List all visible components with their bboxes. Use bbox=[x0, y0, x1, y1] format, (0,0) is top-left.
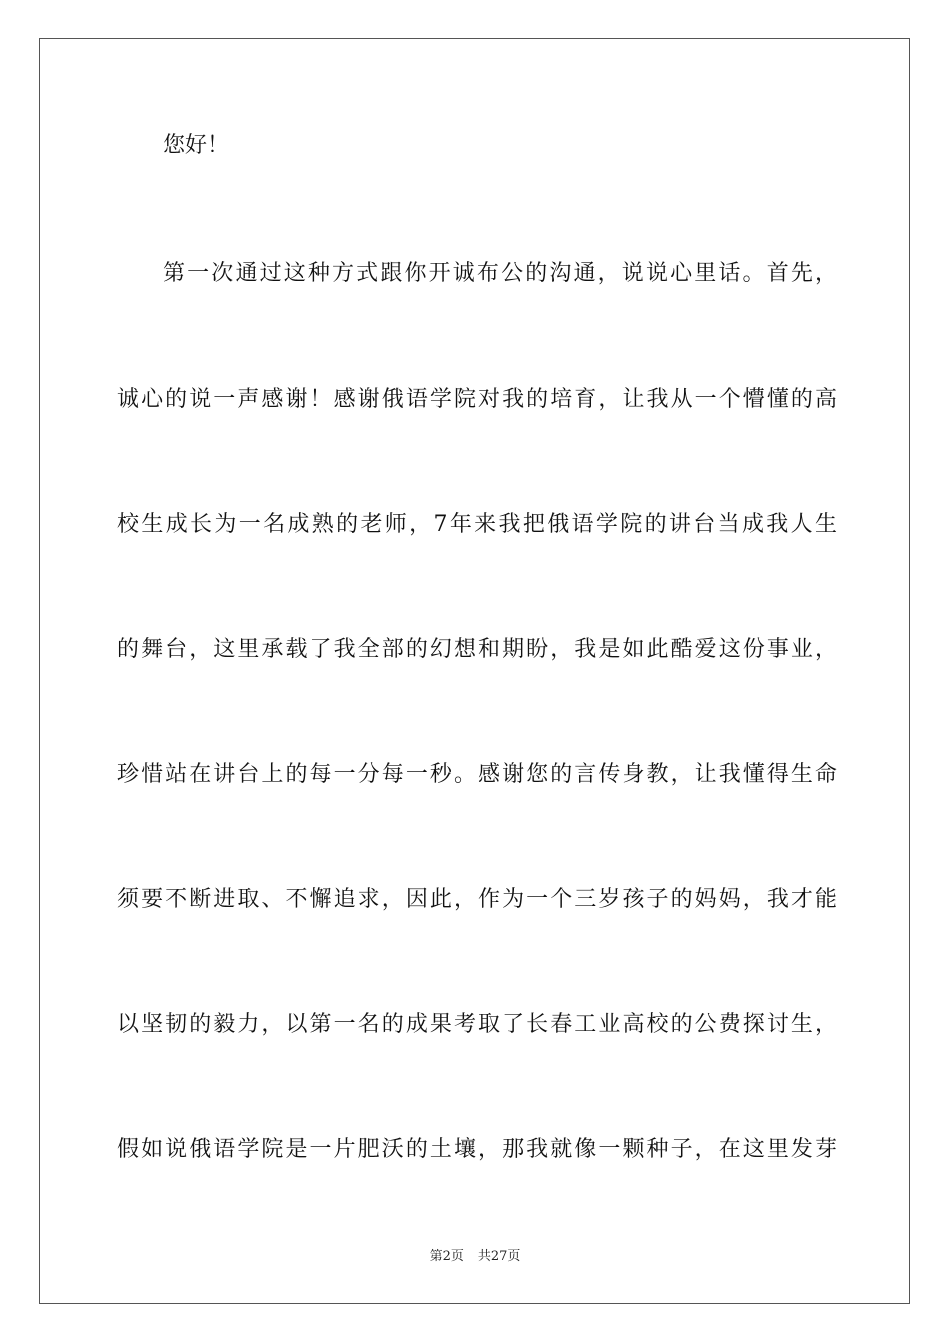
body-line-8: 假如说俄语学院是一片肥沃的土壤，那我就像一颗种子，在这里发芽 bbox=[117, 1137, 837, 1162]
body-line-3: 校生成长为一名成熟的老师，7年来我把俄语学院的讲台当成我人生 bbox=[117, 512, 837, 537]
page-number: 第2页 bbox=[429, 1249, 464, 1264]
body-line-5: 珍惜站在讲台上的每一分每一秒。感谢您的言传身教，让我懂得生命 bbox=[117, 762, 837, 787]
body-line-4: 的舞台，这里承载了我全部的幻想和期盼，我是如此酷爱这份事业， bbox=[117, 637, 837, 662]
page-total: 共27页 bbox=[477, 1249, 521, 1264]
body-line-2: 诚心的说一声感谢！感谢俄语学院对我的培育，让我从一个懵懂的高 bbox=[117, 387, 837, 412]
greeting-text: 您好！ bbox=[163, 133, 230, 158]
page-footer bbox=[0, 1247, 950, 1267]
body-line-1: 第一次通过这种方式跟你开诚布公的沟通，说说心里话。首先， bbox=[163, 261, 837, 286]
body-line-6: 须要不断进取、不懈追求，因此，作为一个三岁孩子的妈妈，我才能 bbox=[117, 887, 837, 912]
page-border bbox=[39, 38, 910, 1304]
body-line-7: 以坚韧的毅力，以第一名的成果考取了长春工业高校的公费探讨生， bbox=[117, 1012, 837, 1037]
